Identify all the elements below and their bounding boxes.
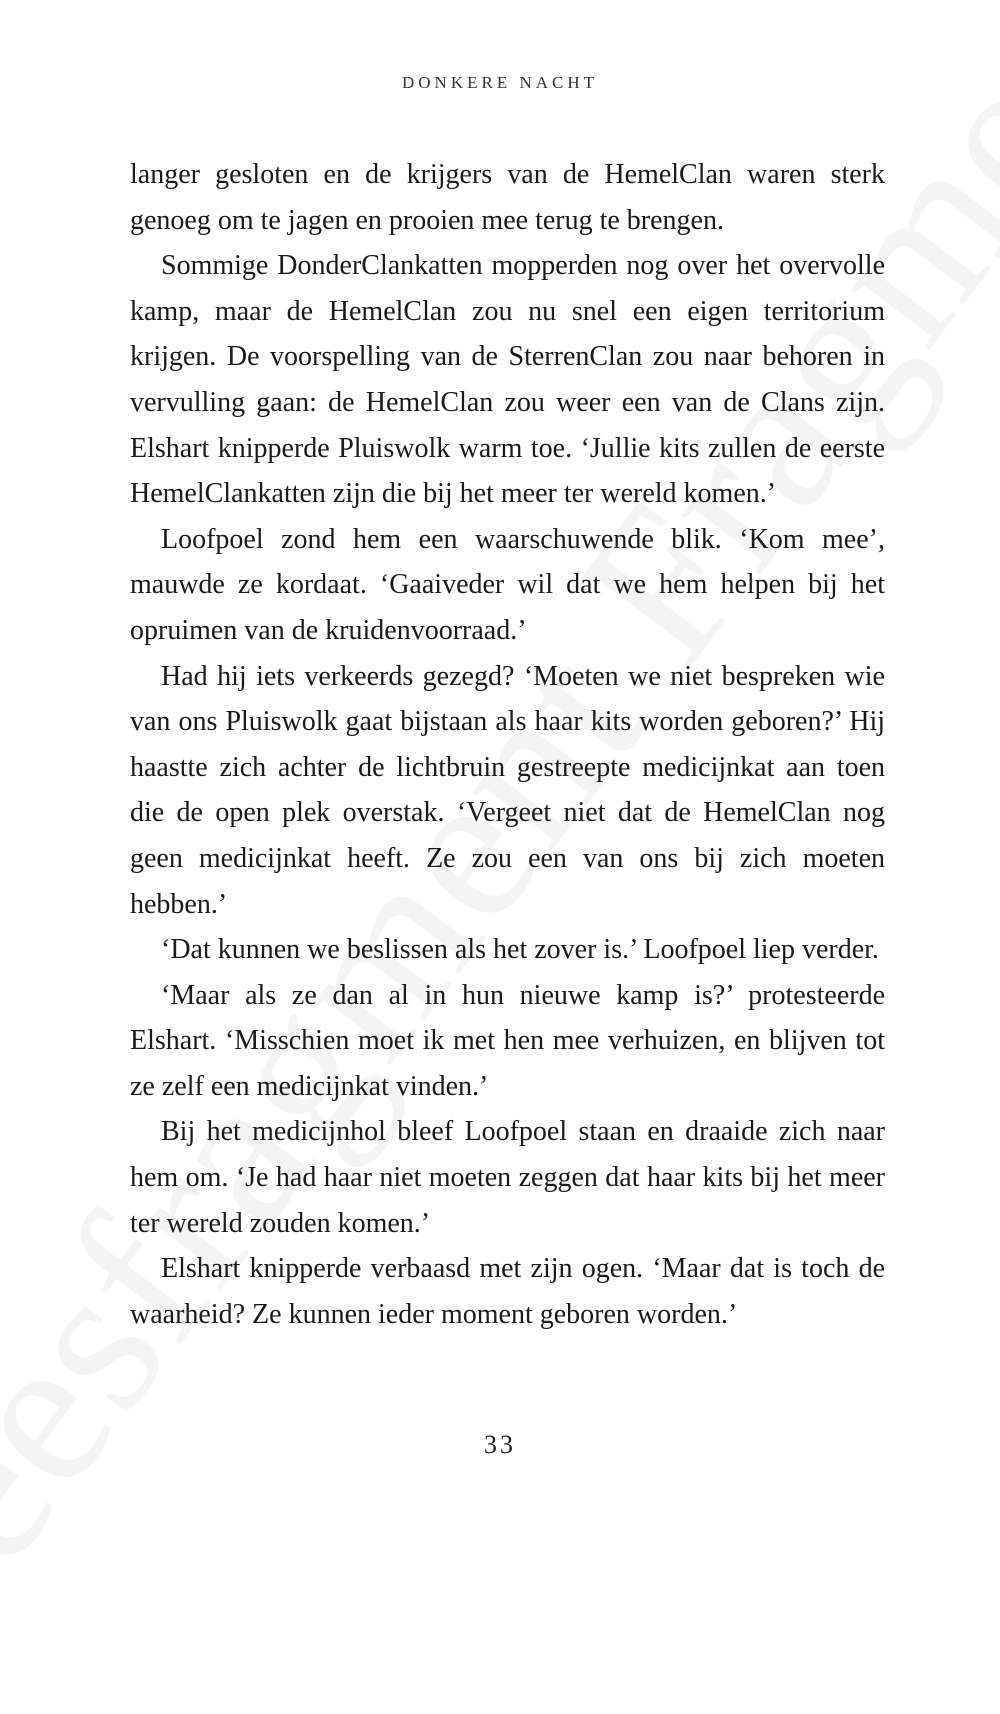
paragraph-7: Bij het medicijnhol bleef Loofpoel staan en draaide zich naar hem om. ‘Je had haar niet moeten zeggen dat haar kits bij het meer ter wereld zouden komen.’ [130,1116,885,1239]
paragraph-2: Sommige DonderClankatten mopperden nog over het overvolle kamp, maar de HemelClan zou nu snel een eigen territorium krijgen. De voorspelling van de SterrenClan zou naar behoren in vervulling gaan: de HemelClan zou weer een van de Clans zijn. Elshart knipperde Pluiswolk warm toe. ‘Jullie kits zullen de eerste HemelClankatten zijn die bij het meer ter wereld komen.’ [130,250,885,510]
paragraph-8: Elshart knipperde verbaasd met zijn ogen. ‘Maar dat is toch de waarheid? Ze kunnen ieder moment geboren worden.’ [130,1253,885,1330]
paragraph-1: langer gesloten en de krijgers van de HemelClan waren sterk genoeg om te jagen en prooien mee terug te brengen. [130,159,885,236]
paragraph-5: ‘Dat kunnen we beslissen als het zover is.’ Loofpoel liep verder. [161,934,879,966]
paragraph-6: ‘Maar als ze dan al in hun nieuwe kamp is?’ protesteerde Elshart. ‘Misschien moet ik met hen mee verhuizen, en blijven tot ze zelf een medicijnkat vinden.’ [130,979,885,1102]
page-number: 33 [484,1430,516,1459]
paragraph-3: Loofpoel zond hem een waarschuwende blik. ‘Kom mee’, mauwde ze kordaat. ‘Gaaiveder wil dat we hem helpen bij het opruimen van de kruidenvoorraad.’ [130,523,885,646]
running-head: DONKERE NACHT [401,73,599,92]
body-text [130,152,885,1337]
paragraph-4: Had hij iets verkeerds gezegd? ‘Moeten we niet bespreken wie van ons Pluiswolk gaat bijstaan als haar kits worden geboren?’ Hij haastte zich achter de lichtbruin gestreepte medicijnkat aan toen die de open plek overstak. ‘Vergeet niet dat de HemelClan nog geen medicijnkat heeft. Ze zou een van ons bij zich moeten hebben.’ [130,660,885,920]
